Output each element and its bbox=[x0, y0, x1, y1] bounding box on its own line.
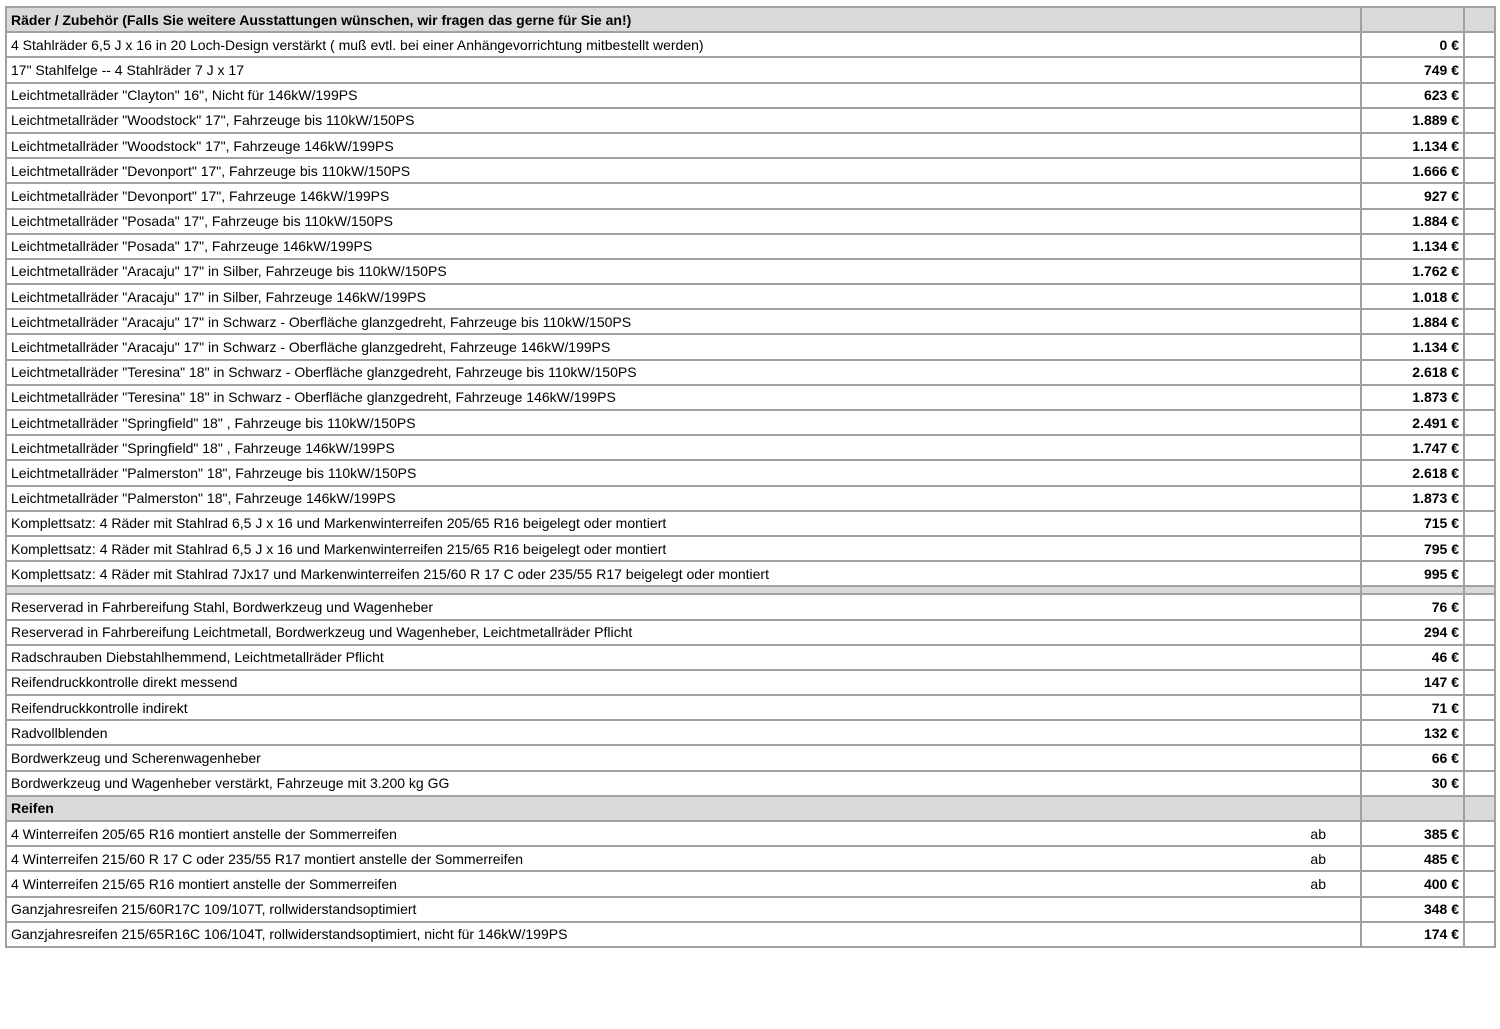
item-price: 1.134 € bbox=[1361, 133, 1464, 158]
item-description: Bordwerkzeug und Scherenwagenheber bbox=[11, 750, 261, 767]
item-price: 995 € bbox=[1361, 561, 1464, 586]
item-price: 2.618 € bbox=[1361, 460, 1464, 485]
table-row bbox=[6, 771, 1495, 796]
item-price: 1.666 € bbox=[1361, 158, 1464, 183]
item-extra-cell bbox=[1464, 410, 1495, 435]
item-description: Reifendruckkontrolle direkt messend bbox=[11, 674, 238, 691]
table-row bbox=[6, 745, 1495, 770]
section-header-row bbox=[6, 7, 1495, 32]
table-row bbox=[6, 594, 1495, 619]
item-description-cell bbox=[6, 360, 1361, 385]
item-description-cell bbox=[6, 284, 1361, 309]
item-description-cell bbox=[6, 234, 1361, 259]
item-extra-cell bbox=[1464, 922, 1495, 947]
item-description-cell bbox=[6, 57, 1361, 82]
item-price: 795 € bbox=[1361, 536, 1464, 561]
item-description: 4 Stahlräder 6,5 J x 16 in 20 Loch-Design verstärkt ( muß evtl. bei einer Anhängevorrichtung mitbestellt werden) bbox=[11, 36, 704, 53]
separator-cell bbox=[1361, 586, 1464, 594]
item-extra-cell bbox=[1464, 435, 1495, 460]
item-description: Leichtmetallräder "Aracaju" 17" in Schwarz - Oberfläche glanzgedreht, Fahrzeuge 146kW/199PS bbox=[11, 339, 611, 356]
item-description-wrap bbox=[11, 876, 1356, 892]
table-row bbox=[6, 334, 1495, 359]
section-header-title: Reifen bbox=[6, 796, 1361, 821]
table-row bbox=[6, 846, 1495, 871]
item-price: 1.018 € bbox=[1361, 284, 1464, 309]
item-description-cell bbox=[6, 209, 1361, 234]
item-description-cell bbox=[6, 511, 1361, 536]
item-description-wrap bbox=[11, 826, 1356, 842]
table-row bbox=[6, 536, 1495, 561]
item-description: Ganzjahresreifen 215/65R16C 106/104T, rollwiderstandsoptimiert, nicht für 146kW/199PS bbox=[11, 926, 568, 943]
price-prefix: ab bbox=[1310, 825, 1326, 842]
item-price: 1.762 € bbox=[1361, 259, 1464, 284]
item-description-cell bbox=[6, 259, 1361, 284]
item-price: 71 € bbox=[1361, 695, 1464, 720]
item-description-cell bbox=[6, 720, 1361, 745]
item-description-cell bbox=[6, 158, 1361, 183]
item-description-cell bbox=[6, 486, 1361, 511]
item-description-cell bbox=[6, 183, 1361, 208]
item-description-cell bbox=[6, 108, 1361, 133]
item-price: 1.889 € bbox=[1361, 108, 1464, 133]
item-extra-cell bbox=[1464, 209, 1495, 234]
item-extra-cell bbox=[1464, 108, 1495, 133]
item-description: Leichtmetallräder "Aracaju" 17" in Silber, Fahrzeuge bis 110kW/150PS bbox=[11, 263, 447, 280]
section-separator bbox=[6, 586, 1495, 594]
table-row bbox=[6, 209, 1495, 234]
table-row bbox=[6, 83, 1495, 108]
price-prefix: ab bbox=[1310, 850, 1326, 867]
item-extra-cell bbox=[1464, 385, 1495, 410]
table-row bbox=[6, 410, 1495, 435]
item-description-cell bbox=[6, 922, 1361, 947]
item-price: 385 € bbox=[1361, 821, 1464, 846]
table-row bbox=[6, 897, 1495, 922]
table-row bbox=[6, 871, 1495, 896]
item-description-cell bbox=[6, 645, 1361, 670]
item-price: 623 € bbox=[1361, 83, 1464, 108]
item-extra-cell bbox=[1464, 695, 1495, 720]
item-description: 4 Winterreifen 205/65 R16 montiert anstelle der Sommerreifen bbox=[11, 825, 397, 842]
table-row bbox=[6, 259, 1495, 284]
price-list-table bbox=[5, 6, 1496, 948]
price-prefix: ab bbox=[1310, 875, 1326, 892]
item-extra-cell bbox=[1464, 309, 1495, 334]
table-row bbox=[6, 133, 1495, 158]
section-header-extra-cell bbox=[1464, 7, 1495, 32]
item-price: 485 € bbox=[1361, 846, 1464, 871]
item-extra-cell bbox=[1464, 158, 1495, 183]
item-extra-cell bbox=[1464, 259, 1495, 284]
item-description: Leichtmetallräder "Woodstock" 17", Fahrzeuge bis 110kW/150PS bbox=[11, 112, 415, 129]
item-description-cell bbox=[6, 536, 1361, 561]
table-row bbox=[6, 108, 1495, 133]
item-extra-cell bbox=[1464, 670, 1495, 695]
item-extra-cell bbox=[1464, 871, 1495, 896]
item-extra-cell bbox=[1464, 536, 1495, 561]
item-description: Reifendruckkontrolle indirekt bbox=[11, 699, 188, 716]
table-row bbox=[6, 821, 1495, 846]
item-description: Leichtmetallräder "Springfield" 18" , Fahrzeuge bis 110kW/150PS bbox=[11, 414, 416, 431]
section-header-extra-cell bbox=[1464, 796, 1495, 821]
item-description-cell bbox=[6, 771, 1361, 796]
item-description-cell bbox=[6, 745, 1361, 770]
item-description-cell bbox=[6, 695, 1361, 720]
table-row bbox=[6, 360, 1495, 385]
item-description: Leichtmetallräder "Teresina" 18" in Schwarz - Oberfläche glanzgedreht, Fahrzeuge 146kW/199PS bbox=[11, 389, 616, 406]
item-description: Radschrauben Diebstahlhemmend, Leichtmetallräder Pflicht bbox=[11, 649, 384, 666]
item-price: 76 € bbox=[1361, 594, 1464, 619]
table-row bbox=[6, 720, 1495, 745]
item-price: 66 € bbox=[1361, 745, 1464, 770]
item-extra-cell bbox=[1464, 745, 1495, 770]
item-price: 715 € bbox=[1361, 511, 1464, 536]
table-row bbox=[6, 460, 1495, 485]
item-description-cell bbox=[6, 871, 1361, 896]
item-description: Bordwerkzeug und Wagenheber verstärkt, Fahrzeuge mit 3.200 kg GG bbox=[11, 775, 450, 792]
item-description: Leichtmetallräder "Clayton" 16", Nicht für 146kW/199PS bbox=[11, 87, 358, 104]
item-price: 294 € bbox=[1361, 620, 1464, 645]
item-description-cell bbox=[6, 460, 1361, 485]
separator-cell bbox=[1464, 586, 1495, 594]
item-description: Reserverad in Fahrbereifung Stahl, Bordwerkzeug und Wagenheber bbox=[11, 598, 434, 615]
item-description: Komplettsatz: 4 Räder mit Stahlrad 6,5 J x 16 und Markenwinterreifen 215/65 R16 beigelegt oder montiert bbox=[11, 540, 667, 557]
table-row bbox=[6, 309, 1495, 334]
item-price: 46 € bbox=[1361, 645, 1464, 670]
item-description: Leichtmetallräder "Aracaju" 17" in Silber, Fahrzeuge 146kW/199PS bbox=[11, 288, 426, 305]
item-description-cell bbox=[6, 83, 1361, 108]
item-description-cell bbox=[6, 32, 1361, 57]
item-price: 174 € bbox=[1361, 922, 1464, 947]
item-price: 0 € bbox=[1361, 32, 1464, 57]
item-extra-cell bbox=[1464, 334, 1495, 359]
item-description-cell bbox=[6, 410, 1361, 435]
item-description-cell bbox=[6, 620, 1361, 645]
table-row bbox=[6, 511, 1495, 536]
item-description: 17" Stahlfelge -- 4 Stahlräder 7 J x 17 bbox=[11, 61, 244, 78]
table-row bbox=[6, 620, 1495, 645]
item-description: Leichtmetallräder "Aracaju" 17" in Schwarz - Oberfläche glanzgedreht, Fahrzeuge bis 110kW/150PS bbox=[11, 313, 632, 330]
item-price: 1.873 € bbox=[1361, 385, 1464, 410]
item-description: Leichtmetallräder "Palmerston" 18", Fahrzeuge 146kW/199PS bbox=[11, 490, 396, 507]
table-row bbox=[6, 183, 1495, 208]
item-price: 132 € bbox=[1361, 720, 1464, 745]
item-description-cell bbox=[6, 821, 1361, 846]
item-description-cell bbox=[6, 309, 1361, 334]
section-header-price-cell bbox=[1361, 7, 1464, 32]
item-description: Leichtmetallräder "Teresina" 18" in Schwarz - Oberfläche glanzgedreht, Fahrzeuge bis 110kW/150PS bbox=[11, 364, 637, 381]
item-description: Ganzjahresreifen 215/60R17C 109/107T, rollwiderstandsoptimiert bbox=[11, 901, 417, 918]
item-description: 4 Winterreifen 215/60 R 17 C oder 235/55 R17 montiert anstelle der Sommerreifen bbox=[11, 850, 524, 867]
item-price: 749 € bbox=[1361, 57, 1464, 82]
item-price: 400 € bbox=[1361, 871, 1464, 896]
item-extra-cell bbox=[1464, 771, 1495, 796]
table-row bbox=[6, 284, 1495, 309]
section-header-price-cell bbox=[1361, 796, 1464, 821]
item-extra-cell bbox=[1464, 897, 1495, 922]
price-list-body bbox=[6, 7, 1495, 947]
item-extra-cell bbox=[1464, 183, 1495, 208]
table-row bbox=[6, 486, 1495, 511]
item-description-cell bbox=[6, 561, 1361, 586]
item-price: 1.884 € bbox=[1361, 309, 1464, 334]
item-description-cell bbox=[6, 385, 1361, 410]
item-extra-cell bbox=[1464, 360, 1495, 385]
item-extra-cell bbox=[1464, 284, 1495, 309]
item-price: 30 € bbox=[1361, 771, 1464, 796]
separator-cell bbox=[6, 586, 1361, 594]
item-description: Radvollblenden bbox=[11, 724, 108, 741]
section-header-title: Räder / Zubehör (Falls Sie weitere Ausstattungen wünschen, wir fragen das gerne für Sie an!) bbox=[6, 7, 1361, 32]
table-row bbox=[6, 695, 1495, 720]
item-extra-cell bbox=[1464, 83, 1495, 108]
item-description-cell bbox=[6, 897, 1361, 922]
item-price: 2.491 € bbox=[1361, 410, 1464, 435]
item-description-cell bbox=[6, 334, 1361, 359]
item-extra-cell bbox=[1464, 32, 1495, 57]
item-extra-cell bbox=[1464, 486, 1495, 511]
item-description-cell bbox=[6, 594, 1361, 619]
table-row bbox=[6, 32, 1495, 57]
item-description: Leichtmetallräder "Palmerston" 18", Fahrzeuge bis 110kW/150PS bbox=[11, 464, 417, 481]
item-description-cell bbox=[6, 435, 1361, 460]
table-row bbox=[6, 922, 1495, 947]
item-price: 1.747 € bbox=[1361, 435, 1464, 460]
item-extra-cell bbox=[1464, 645, 1495, 670]
item-extra-cell bbox=[1464, 720, 1495, 745]
item-description-cell bbox=[6, 846, 1361, 871]
item-description: Leichtmetallräder "Springfield" 18" , Fahrzeuge 146kW/199PS bbox=[11, 439, 395, 456]
item-price: 348 € bbox=[1361, 897, 1464, 922]
table-row bbox=[6, 385, 1495, 410]
table-row bbox=[6, 158, 1495, 183]
item-extra-cell bbox=[1464, 234, 1495, 259]
table-row bbox=[6, 234, 1495, 259]
item-extra-cell bbox=[1464, 133, 1495, 158]
item-extra-cell bbox=[1464, 594, 1495, 619]
section-header-row bbox=[6, 796, 1495, 821]
item-price: 1.884 € bbox=[1361, 209, 1464, 234]
table-row bbox=[6, 57, 1495, 82]
item-description: Leichtmetallräder "Devonport" 17", Fahrzeuge 146kW/199PS bbox=[11, 187, 390, 204]
table-row bbox=[6, 435, 1495, 460]
table-row bbox=[6, 645, 1495, 670]
item-extra-cell bbox=[1464, 846, 1495, 871]
item-description: Reserverad in Fahrbereifung Leichtmetall, Bordwerkzeug und Wagenheber, Leichtmetallräder Pflicht bbox=[11, 624, 633, 641]
item-price: 1.873 € bbox=[1361, 486, 1464, 511]
item-price: 2.618 € bbox=[1361, 360, 1464, 385]
item-description: Komplettsatz: 4 Räder mit Stahlrad 7Jx17 und Markenwinterreifen 215/60 R 17 C oder 235/55 R17 beigelegt oder montiert bbox=[11, 565, 769, 582]
item-description-cell bbox=[6, 133, 1361, 158]
item-description: Leichtmetallräder "Posada" 17", Fahrzeuge bis 110kW/150PS bbox=[11, 213, 393, 230]
item-description-cell bbox=[6, 670, 1361, 695]
item-extra-cell bbox=[1464, 460, 1495, 485]
item-price: 1.134 € bbox=[1361, 334, 1464, 359]
item-description-wrap bbox=[11, 851, 1356, 867]
item-price: 147 € bbox=[1361, 670, 1464, 695]
item-description: Komplettsatz: 4 Räder mit Stahlrad 6,5 J x 16 und Markenwinterreifen 205/65 R16 beigelegt oder montiert bbox=[11, 515, 667, 532]
item-extra-cell bbox=[1464, 561, 1495, 586]
item-extra-cell bbox=[1464, 620, 1495, 645]
item-description: Leichtmetallräder "Devonport" 17", Fahrzeuge bis 110kW/150PS bbox=[11, 162, 411, 179]
item-extra-cell bbox=[1464, 511, 1495, 536]
item-description: Leichtmetallräder "Woodstock" 17", Fahrzeuge 146kW/199PS bbox=[11, 137, 394, 154]
item-price: 927 € bbox=[1361, 183, 1464, 208]
item-description: Leichtmetallräder "Posada" 17", Fahrzeuge 146kW/199PS bbox=[11, 238, 373, 255]
item-extra-cell bbox=[1464, 821, 1495, 846]
table-row bbox=[6, 561, 1495, 586]
table-row bbox=[6, 670, 1495, 695]
item-description: 4 Winterreifen 215/65 R16 montiert anstelle der Sommerreifen bbox=[11, 875, 397, 892]
item-price: 1.134 € bbox=[1361, 234, 1464, 259]
item-extra-cell bbox=[1464, 57, 1495, 82]
